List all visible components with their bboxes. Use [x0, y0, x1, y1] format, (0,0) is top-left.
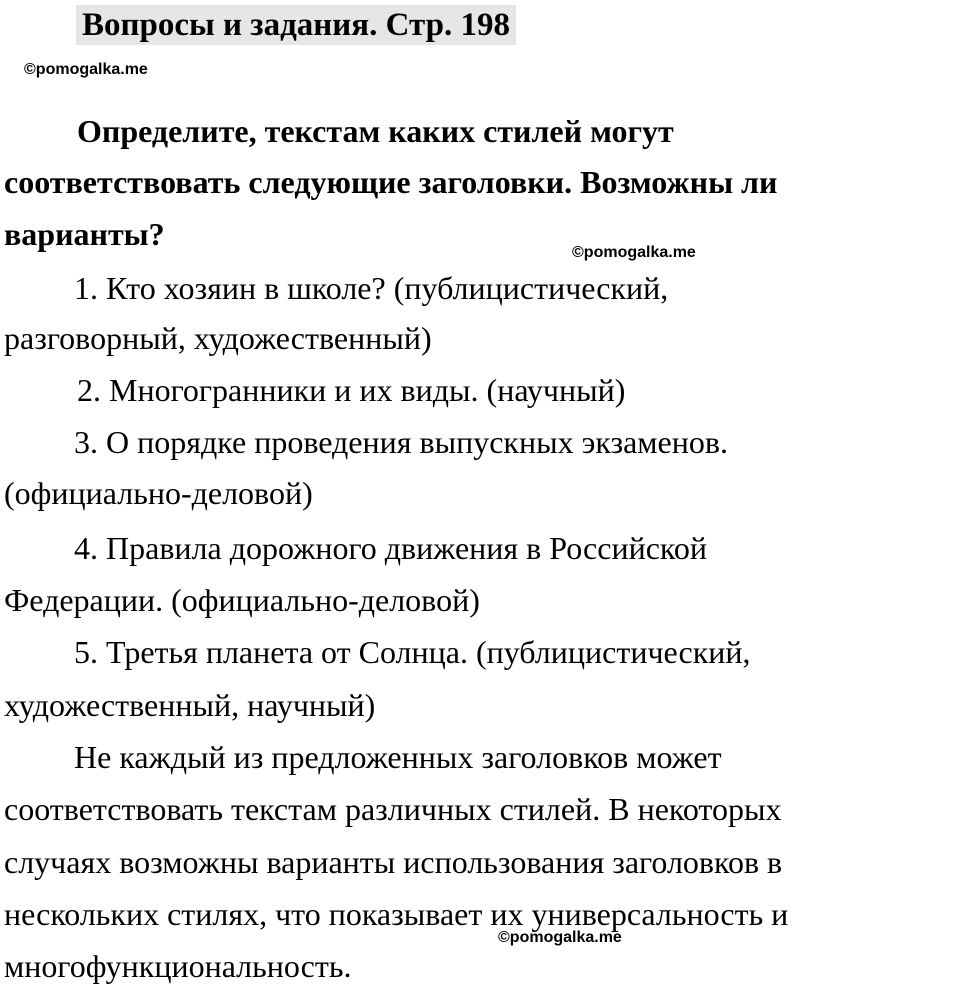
answer-line: (официально-деловой) [4, 475, 313, 511]
question-line: соответствовать следующие заголовки. Возможны ли [4, 164, 778, 200]
watermark: ©pomogalka.me [498, 929, 622, 946]
conclusion-line: Не каждый из предложенных заголовков может [74, 739, 722, 775]
conclusion-line: нескольких стилях, что показывает их универсальность и [4, 896, 789, 932]
question-line: варианты? [4, 216, 165, 252]
conclusion-line: многофункциональность. [4, 948, 352, 984]
watermark: ©pomogalka.me [572, 244, 696, 261]
answer-line: 2. Многогранники и их виды. (научный) [77, 372, 626, 408]
page-title: Вопросы и задания. Стр. 198 [76, 5, 516, 45]
answer-line: 1. Кто хозяин в школе? (публицистический, [74, 270, 669, 306]
answer-line: художественный, научный) [4, 687, 376, 723]
answer-line: Федерации. (официально-деловой) [4, 582, 480, 618]
conclusion-line: соответствовать текстам различных стилей. В некоторых [4, 791, 782, 827]
answer-line: 3. О порядке проведения выпускных экзаменов. [74, 424, 728, 460]
question-line: Определите, текстам каких стилей могут [77, 113, 674, 149]
answer-line: 5. Третья планета от Солнца. (публицистический, [74, 634, 751, 670]
watermark: ©pomogalka.me [24, 61, 148, 78]
answer-line: 4. Правила дорожного движения в Российской [74, 530, 707, 566]
answer-line: разговорный, художественный) [4, 320, 432, 356]
conclusion-line: случаях возможны варианты использования заголовков в [4, 844, 783, 880]
